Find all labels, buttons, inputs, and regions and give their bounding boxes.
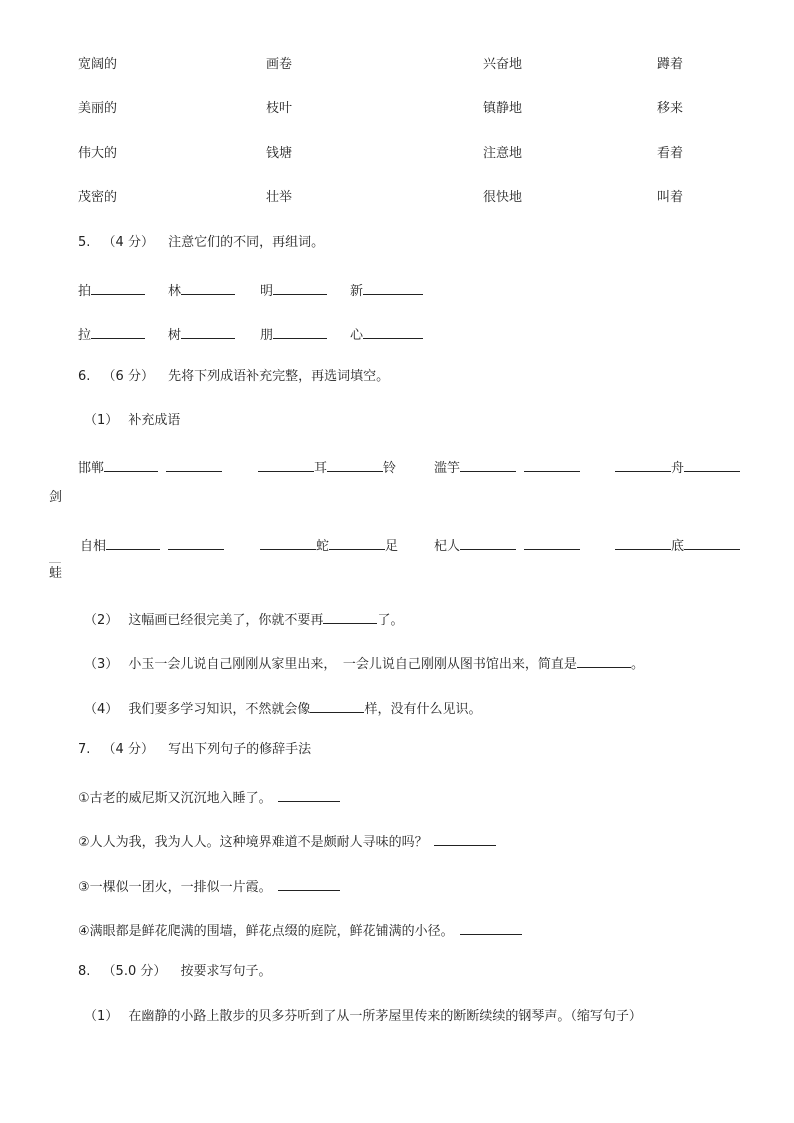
q6-prompt: 先将下列成语补充完整，再选词填空。	[168, 369, 390, 384]
q6-sub3	[84, 653, 644, 673]
q6-sub4	[84, 698, 481, 718]
answer-blank[interactable]	[524, 535, 580, 550]
idiom-text: 铃	[383, 461, 397, 476]
wrap-marker	[49, 562, 61, 564]
q5-row2-item4	[350, 324, 423, 344]
answer-blank[interactable]	[104, 457, 158, 472]
char: 明	[260, 284, 274, 299]
idiom-1b	[258, 457, 396, 477]
answer-blank[interactable]	[434, 831, 496, 846]
answer-blank[interactable]	[273, 324, 327, 339]
word-col2-3: 钱塘	[266, 146, 293, 161]
q5-row2-item3	[260, 324, 327, 344]
q5-score: （4 分）	[102, 235, 154, 250]
q8-sub1	[84, 1009, 642, 1025]
char: 新	[350, 284, 364, 299]
answer-blank[interactable]	[615, 457, 671, 472]
word-col2-1: 画卷	[266, 57, 293, 72]
q7-item-3	[78, 876, 340, 896]
q6-sub4-number: （4）	[84, 702, 119, 717]
char: 朋	[260, 328, 274, 343]
q6-number: 6.	[78, 369, 91, 384]
q6-sub4-text: 我们要多学习知识，不然就会像	[128, 702, 311, 717]
q5-row1-item4	[350, 280, 423, 300]
idiom-2b	[260, 535, 398, 555]
q7-header	[78, 742, 311, 758]
word-col2-2: 枝叶	[266, 101, 293, 116]
answer-blank[interactable]	[106, 535, 160, 550]
q8-header	[78, 964, 272, 980]
idiom-2a	[80, 535, 224, 555]
idiom-1a	[78, 457, 222, 477]
word-col4-2: 移来	[657, 101, 684, 116]
word-col3-1: 兴奋地	[483, 57, 523, 72]
word-col1-3: 伟大的	[78, 146, 118, 161]
answer-blank[interactable]	[310, 698, 364, 713]
q6-sub4-tail: 样，没有什么见识。	[364, 702, 482, 717]
answer-blank[interactable]	[615, 535, 671, 550]
word-col3-3: 注意地	[483, 146, 523, 161]
q5-row1-item3	[260, 280, 327, 300]
answer-blank[interactable]	[260, 535, 316, 550]
idiom-text: 蛇	[316, 539, 330, 554]
idiom-1c	[434, 457, 580, 477]
answer-blank[interactable]	[684, 535, 740, 550]
answer-blank[interactable]	[166, 457, 222, 472]
idiom-text: 足	[385, 539, 399, 554]
word-col3-2: 镇静地	[483, 101, 523, 116]
q5-row1-item2	[168, 280, 235, 300]
q6-sub3-tail: 。	[630, 657, 644, 672]
word-col1-1: 宽阔的	[78, 57, 118, 72]
answer-blank[interactable]	[258, 457, 314, 472]
char: 心	[350, 328, 364, 343]
q8-sub1-text: 在幽静的小路上散步的贝多芬听到了从一所茅屋里传来的断断续续的钢琴声。（缩写句子）	[128, 1009, 642, 1024]
q7-number: 7.	[78, 742, 91, 757]
answer-blank[interactable]	[278, 787, 340, 802]
q7-item-2	[78, 831, 496, 851]
idiom-text: 舟	[671, 461, 685, 476]
q6-sub1-number: （1）	[84, 413, 119, 428]
idiom-text: 耳	[314, 461, 328, 476]
answer-blank[interactable]	[460, 535, 516, 550]
q6-sub2-text: 这幅画已经很完美了，你就不要再	[128, 613, 324, 628]
answer-blank[interactable]	[460, 457, 516, 472]
q6-sub1	[84, 413, 180, 429]
char: 树	[168, 328, 182, 343]
idiom-text: 杞人	[434, 539, 461, 554]
q6-sub3-text: 小玉一会儿说自己刚刚从家里出来， 一会儿说自己刚刚从图书馆出来，简直是	[128, 657, 577, 672]
q5-header	[78, 235, 324, 251]
word-col4-3: 看着	[657, 146, 684, 161]
q7-item-text: ②人人为我，我为人人。这种境界难道不是颇耐人寻味的吗？	[78, 835, 428, 850]
answer-blank[interactable]	[168, 535, 224, 550]
idiom-2-wrap: 蛙	[49, 566, 63, 581]
char: 林	[168, 284, 182, 299]
q8-prompt: 按要求写句子。	[180, 964, 272, 979]
idiom-1-wrap: 剑	[49, 490, 63, 505]
q7-item-text: ④满眼都是鲜花爬满的围墙，鲜花点缀的庭院，鲜花铺满的小径。	[78, 924, 454, 939]
char: 拍	[78, 284, 92, 299]
idiom-text: 自相	[80, 539, 107, 554]
word-col4-1: 蹲着	[657, 57, 684, 72]
q5-row2-item1	[78, 324, 145, 344]
answer-blank[interactable]	[363, 324, 423, 339]
idiom-2c	[434, 535, 580, 555]
word-col3-4: 很快地	[483, 190, 523, 205]
q7-item-text: ①古老的威尼斯又沉沉地入睡了。	[78, 791, 272, 806]
answer-blank[interactable]	[323, 609, 377, 624]
answer-blank[interactable]	[91, 280, 145, 295]
q7-item-1	[78, 787, 340, 807]
q6-sub1-text: 补充成语	[128, 413, 181, 428]
q5-row2-item2	[168, 324, 235, 344]
answer-blank[interactable]	[329, 535, 385, 550]
word-col1-2: 美丽的	[78, 101, 118, 116]
answer-blank[interactable]	[91, 324, 145, 339]
q6-sub2	[84, 609, 403, 629]
q5-number: 5.	[78, 235, 91, 250]
answer-blank[interactable]	[327, 457, 383, 472]
answer-blank[interactable]	[273, 280, 327, 295]
answer-blank[interactable]	[577, 653, 631, 668]
answer-blank[interactable]	[363, 280, 423, 295]
q7-item-4	[78, 920, 522, 940]
answer-blank[interactable]	[278, 876, 340, 891]
idiom-text: 滥竽	[434, 461, 461, 476]
q6-sub2-number: （2）	[84, 613, 119, 628]
q7-item-text: ③一棵似一团火，一排似一片霞。	[78, 880, 272, 895]
q7-prompt: 写出下列句子的修辞手法	[168, 742, 312, 757]
q8-number: 8.	[78, 964, 91, 979]
idiom-text: 底	[671, 539, 685, 554]
word-col4-4: 叫着	[657, 190, 684, 205]
answer-blank[interactable]	[684, 457, 740, 472]
q6-sub2-tail: 了。	[377, 613, 404, 628]
idiom-text: 邯郸	[78, 461, 105, 476]
q6-score: （6 分）	[102, 369, 154, 384]
q5-row1-item1	[78, 280, 145, 300]
idiom-1d	[615, 457, 740, 477]
answer-blank[interactable]	[524, 457, 580, 472]
answer-blank[interactable]	[460, 920, 522, 935]
word-col1-4: 茂密的	[78, 190, 118, 205]
q7-score: （4 分）	[102, 742, 154, 757]
answer-blank[interactable]	[181, 280, 235, 295]
q6-header	[78, 369, 389, 385]
q8-sub1-number: （1）	[84, 1009, 119, 1024]
word-col2-4: 壮举	[266, 190, 293, 205]
char: 拉	[78, 328, 92, 343]
q5-prompt: 注意它们的不同，再组词。	[168, 235, 325, 250]
q8-score: （5.0 分）	[102, 964, 167, 979]
answer-blank[interactable]	[181, 324, 235, 339]
idiom-2d	[615, 535, 740, 555]
q6-sub3-number: （3）	[84, 657, 119, 672]
